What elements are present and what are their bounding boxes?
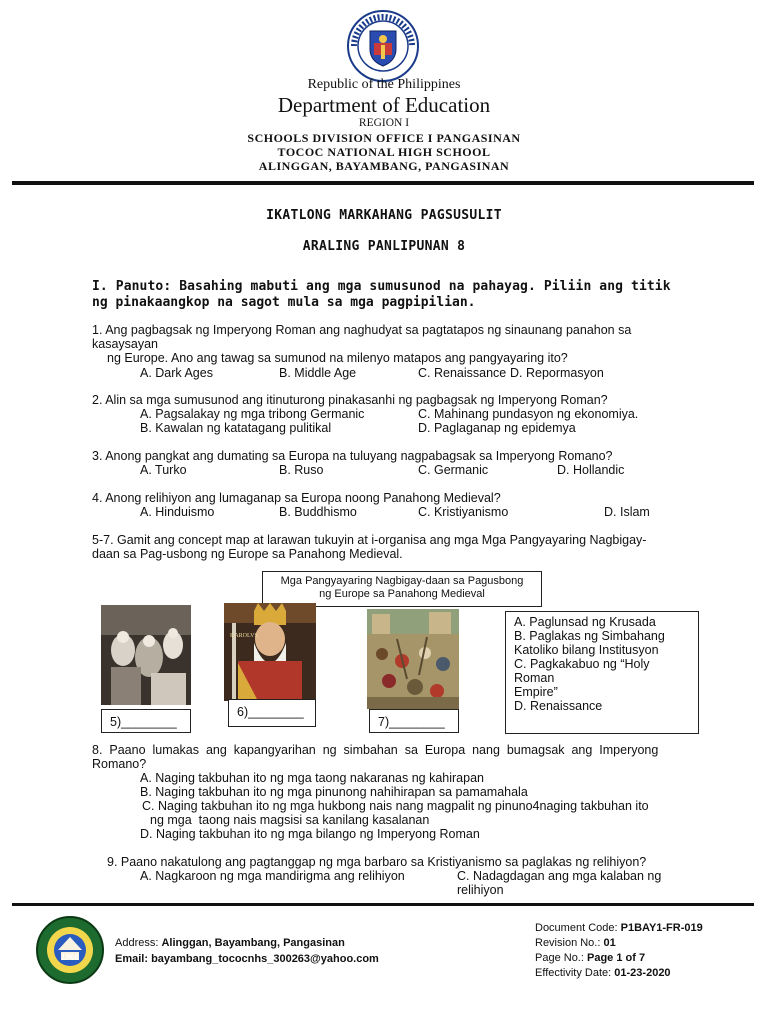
q8-option-c-line1: C. Naging takbuhan ito ng mga hukbong nais nang magpalit ng pinuno4naging takbuhan ito — [142, 799, 649, 813]
choice-b-cont: Katoliko bilang Institusyon — [514, 643, 659, 657]
department-title: Department of Education — [277, 93, 491, 117]
q1-option-a: A. Dark Ages — [140, 366, 213, 380]
choice-d: D. Renaissance — [514, 699, 603, 713]
effectivity-label: Effectivity Date: — [535, 967, 615, 979]
choice-b: B. Paglakas ng Simbahang — [514, 629, 665, 643]
region-line: REGION I — [358, 117, 410, 129]
instruction-line-2: ng pinakaangkop na sagot mula sa mga pagpipilian. — [92, 295, 476, 310]
portrait-emperor-charlemagne — [224, 603, 316, 701]
historical-painting-church — [101, 605, 191, 705]
q2-option-c: C. Mahinang pundasyon ng ekonomiya. — [418, 407, 639, 421]
q2-option-b: B. Kawalan ng katatagang pulitikal — [140, 421, 332, 435]
q8-stem-line2: Romano? — [92, 757, 147, 771]
q9-option-a: A. Nagkaroon ng mga mandirigma ang relihiyon — [140, 869, 405, 883]
q4-option-a: A. Hinduismo — [140, 505, 215, 519]
footer-email-value[interactable]: bayambang_tococnhs_300263@yahoo.com — [151, 953, 379, 965]
q4-option-d: D. Islam — [604, 505, 650, 519]
doc-code — [535, 922, 703, 934]
answer-blank-7-label: 7)________ — [378, 715, 445, 729]
school-line: TOCOC NATIONAL HIGH SCHOOL — [277, 145, 491, 159]
q2-stem: 2. Alin sa mga sumusunod ang itinuturong pinakasanhi ng pagbagsak ng Imperyong Roman? — [92, 393, 608, 407]
battle-scene-crusade — [367, 609, 459, 709]
q8-option-c-line2: ng mga taong nais magsisi sa kanilang kasalanan — [150, 813, 430, 827]
footer-divider — [12, 903, 754, 906]
footer-address-value: Alinggan, Bayambang, Pangasinan — [161, 937, 345, 949]
republic-line: Republic of the Philippines — [307, 77, 461, 92]
exam-title: IKATLONG MARKAHANG PAGSUSULIT — [266, 208, 502, 223]
footer-address-label: Address: — [115, 937, 162, 949]
choice-c-cont: Empire” — [514, 685, 558, 699]
q3-option-c: C. Germanic — [418, 463, 489, 477]
doc-code-value: P1BAY1-FR-019 — [620, 922, 703, 934]
effectivity-date — [535, 967, 671, 979]
svg-text:KAROLVS: KAROLVS — [230, 633, 258, 639]
q1-option-c: C. Renaissance — [418, 366, 507, 380]
concept-map-title-line1: Mga Pangyayaring Nagbigay-daan sa Pagusbong — [280, 575, 524, 587]
answer-blank-5-label: 5)________ — [110, 715, 177, 729]
q9-option-c-line2: relihiyon — [457, 883, 504, 897]
answer-blank-7[interactable] — [369, 709, 459, 733]
footer-email-label: Email: — [115, 953, 152, 965]
header-divider — [12, 181, 754, 185]
subject-title: ARALING PANLIPUNAN 8 — [302, 239, 466, 254]
answer-blank-5[interactable] — [101, 709, 191, 733]
choice-c: C. Pagkakabuo ng “Holy Roman — [514, 657, 650, 685]
choice-a: A. Paglunsad ng Krusada — [514, 615, 656, 629]
revision-no — [535, 937, 616, 949]
q2-option-d: D. Paglaganap ng epidemya — [418, 421, 576, 435]
deped-seal — [346, 9, 420, 83]
concept-map-title-line2: ng Europe sa Panahong Medieval — [319, 588, 485, 600]
page-value: Page 1 of 7 — [586, 952, 646, 964]
answer-blank-6[interactable] — [228, 699, 316, 727]
q8-option-d: D. Naging takbuhan ito ng mga bilango ng Imperyong Roman — [140, 827, 480, 841]
q8-option-b: B. Naging takbuhan ito ng mga pinunong nahihirapan sa pamamahala — [140, 785, 528, 799]
q1-option-d: D. Repormasyon — [510, 366, 604, 380]
q9-option-c-line1: C. Nadagdagan ang mga kalaban ng — [457, 869, 662, 883]
q1-stem-line1: 1. Ang pagbagsak ng Imperyong Roman ang naghudyat sa pagtatapos ng sinaunang panahon sa — [92, 323, 632, 337]
q1-stem-line2: kasaysayan — [92, 337, 159, 351]
instruction-line-1: I. Panuto: Basahing mabuti ang mga sumusunod na pahayag. Piliin ang titik — [92, 279, 671, 294]
answer-blank-6-label: 6)________ — [237, 705, 304, 719]
q1-option-b: B. Middle Age — [279, 366, 357, 380]
q9-stem: 9. Paano nakatulong ang pagtanggap ng mga barbaro sa Kristiyanismo sa paglakas ng relihiyon? — [107, 855, 647, 869]
q4-stem: 4. Anong relihiyon ang lumaganap sa Europa noong Panahong Medieval? — [92, 491, 501, 505]
page-label: Page No.: — [535, 952, 587, 964]
page-no — [535, 952, 645, 964]
q4-option-b: B. Buddhismo — [279, 505, 357, 519]
division-line: SCHOOLS DIVISION OFFICE I PANGASINAN — [247, 131, 521, 145]
school-logo — [35, 915, 105, 985]
q3-stem: 3. Anong pangkat ang dumating sa Europa na tuluyang nagpabagsak sa Imperyong Romano? — [92, 449, 613, 463]
school-logo-year: 1966 — [61, 953, 79, 962]
revision-label: Revision No.: — [535, 937, 604, 949]
q2-option-a: A. Pagsalakay ng mga tribong Germanic — [140, 407, 365, 421]
footer-email — [115, 953, 379, 965]
q1-stem-line3: ng Europe. Ano ang tawag sa sumunod na milenyo matapos ang pangyayaring ito? — [107, 351, 568, 365]
concept-map-title-box — [262, 571, 542, 607]
q8-stem-line1: 8. Paano lumakas ang kapangyarihan ng simbahan sa Europa nang bumagsak ang Imperyong — [92, 743, 659, 757]
effectivity-value: 01-23-2020 — [614, 967, 671, 979]
revision-value: 01 — [603, 937, 616, 949]
q57-stem-line1: 5-7. Gamit ang concept map at larawan tukuyin at i-organisa ang mga Mga Pangyayaring Nagbigay- — [92, 533, 647, 547]
doc-code-label: Document Code: — [535, 922, 621, 934]
q3-option-b: B. Ruso — [279, 463, 324, 477]
q3-option-a: A. Turko — [140, 463, 187, 477]
q8-option-a: A. Naging takbuhan ito ng mga taong nakaranas ng kahirapan — [140, 771, 484, 785]
concept-map-choices-box — [505, 611, 699, 734]
footer-address — [115, 937, 345, 949]
q4-option-c: C. Kristiyanismo — [418, 505, 509, 519]
school-address-line: ALINGGAN, BAYAMBANG, PANGASINAN — [258, 159, 510, 173]
q3-option-d: D. Hollandic — [557, 463, 625, 477]
q57-stem-line2: daan sa Pag-usbong ng Europe sa Panahong Medieval. — [92, 547, 403, 561]
